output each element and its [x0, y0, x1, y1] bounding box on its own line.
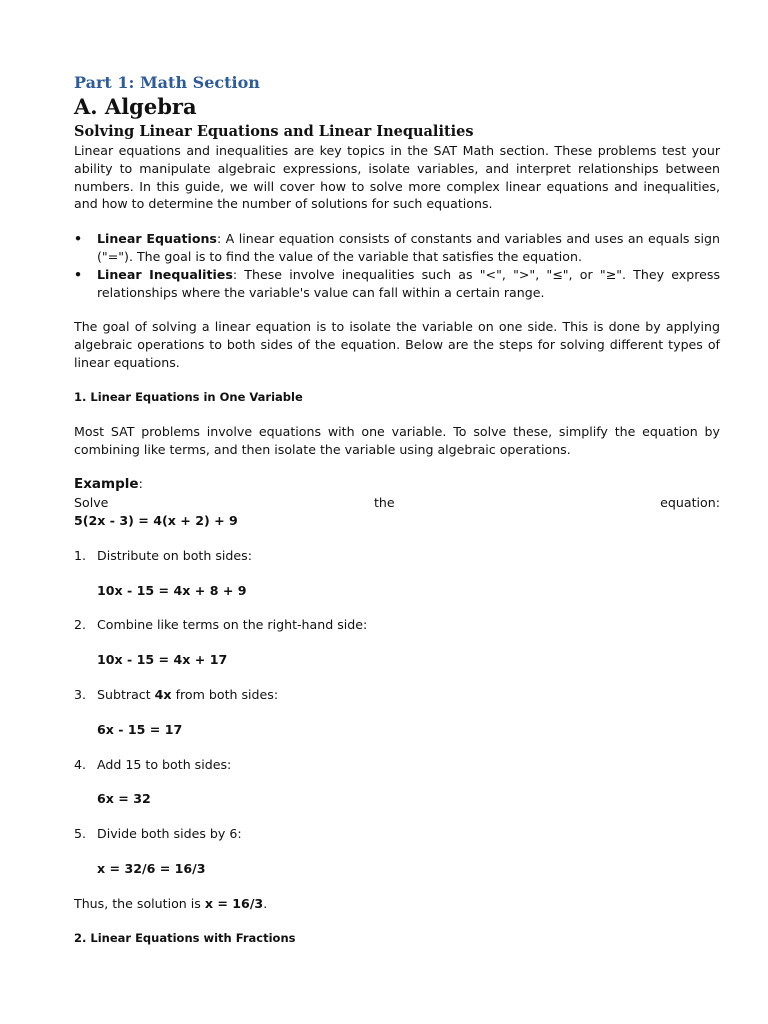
- section-heading-1: 1. Linear Equations in One Variable: [74, 389, 303, 404]
- term-label: Linear Inequalities: [97, 266, 233, 282]
- goal-paragraph: The goal of solving a linear equation is to isolate the variable on one side. This is done by applying algebraic operations to both sides of the equation. Below are the steps for solving different types of linear equations.: [74, 319, 720, 370]
- section-heading-2: 2. Linear Equations with Fractions: [74, 930, 296, 945]
- example-equation: 5(2x - 3) = 4(x + 2) + 9: [74, 512, 238, 528]
- step-number: 4.: [74, 756, 87, 772]
- step-text: Divide both sides by 6:: [97, 826, 242, 842]
- step-item: [74, 756, 720, 774]
- step-text: Subtract: [97, 686, 155, 702]
- example-heading: [74, 475, 720, 494]
- solution-steps: [74, 616, 720, 634]
- solution-steps: [74, 547, 720, 565]
- step-text: Add 15 to both sides:: [97, 756, 232, 772]
- solution-steps: [74, 825, 720, 843]
- step-item: [74, 616, 720, 634]
- intro-paragraph: Linear equations and inequalities are key topics in the SAT Math section. These problems test your ability to manipulate algebraic expressions, isolate variables, and interpret relationships between numbers. In this guide, we will cover how to solve more complex linear equations and inequalities, and how to determine the number of solutions for such equations.: [74, 143, 720, 212]
- list-item: [74, 266, 720, 302]
- part-title: Part 1: Math Section: [74, 73, 260, 92]
- list-item: [74, 230, 720, 266]
- bullet-icon: •: [74, 231, 83, 247]
- step-item: [74, 686, 720, 704]
- step-result: 10x - 15 = 4x + 17: [97, 652, 228, 668]
- prompt-word: Solve: [74, 495, 109, 511]
- step-result: 6x - 15 = 17: [97, 721, 183, 737]
- conclusion: [74, 895, 720, 913]
- step-item: [74, 547, 720, 565]
- document-content: [74, 72, 720, 947]
- example-prompt: [74, 494, 720, 512]
- solution-steps: [74, 686, 720, 704]
- section-title: A. Algebra: [74, 94, 197, 119]
- step-result: 6x = 32: [97, 791, 151, 807]
- step-number: 5.: [74, 826, 87, 842]
- step-number: 2.: [74, 617, 87, 633]
- step-result: x = 32/6 = 16/3: [97, 860, 206, 876]
- definition-list: [74, 230, 720, 301]
- subsection-title: Solving Linear Equations and Linear Inequalities: [74, 123, 474, 140]
- step-text-bold: 4x: [154, 686, 172, 702]
- step-text: Distribute on both sides:: [97, 547, 252, 563]
- one-variable-paragraph: Most SAT problems involve equations with one variable. To solve these, simplify the equation by combining like terms, and then isolate the variable using algebraic operations.: [74, 423, 720, 457]
- conclusion-period: .: [263, 895, 268, 911]
- step-text-after: from both sides:: [171, 686, 279, 702]
- term-definition: : A linear equation consists of constants and variables and uses an equals sign ("="). The goal is to find the value of the variable that satisfies the equation.: [97, 231, 720, 264]
- step-result: 10x - 15 = 4x + 8 + 9: [97, 582, 247, 598]
- step-number: 1.: [74, 547, 87, 563]
- solution-steps: [74, 756, 720, 774]
- step-text: Combine like terms on the right-hand side:: [97, 617, 368, 633]
- term-definition: : These involve inequalities such as "<", ">", "≤", or "≥". They express relationships where the variable's value can fall within a certain range.: [97, 266, 721, 300]
- term-label: Linear Equations: [97, 231, 217, 247]
- example-label: Example: [74, 476, 139, 493]
- conclusion-text: Thus, the solution is: [74, 895, 205, 911]
- prompt-word: equation:: [660, 495, 720, 511]
- step-number: 3.: [74, 686, 87, 702]
- conclusion-answer: x = 16/3: [204, 895, 264, 911]
- step-item: [74, 825, 720, 843]
- prompt-word: the: [373, 495, 395, 511]
- bullet-icon: •: [74, 266, 83, 282]
- example-colon: :: [138, 476, 143, 492]
